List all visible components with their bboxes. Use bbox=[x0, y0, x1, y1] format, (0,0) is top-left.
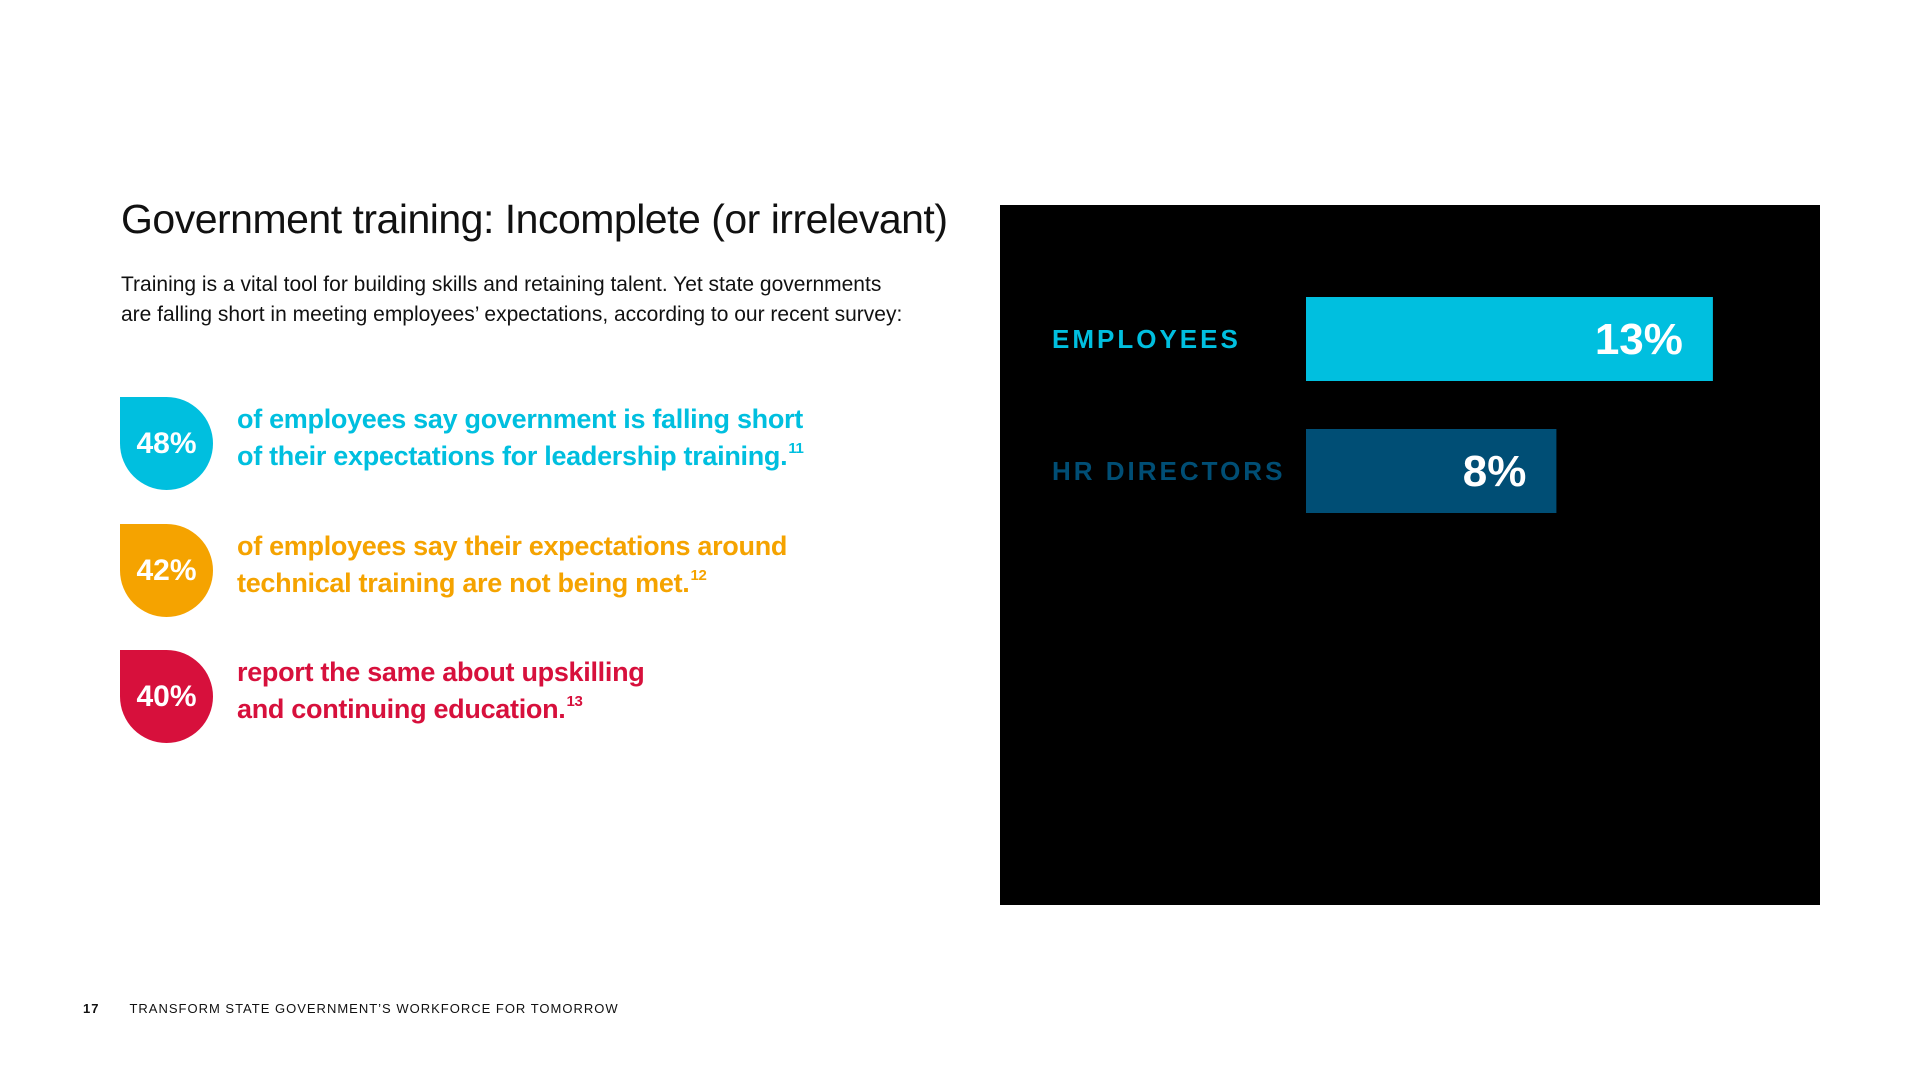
stat-badge: 42% bbox=[120, 524, 213, 617]
bar-label-employees: EMPLOYEES bbox=[1052, 324, 1241, 354]
footnote-ref: 11 bbox=[788, 440, 804, 457]
stat-line: report the same about upskilling bbox=[237, 657, 645, 687]
stat-description bbox=[237, 654, 644, 728]
page-footer bbox=[83, 1001, 619, 1016]
stat-description bbox=[237, 528, 787, 602]
stat-line-with-footnote bbox=[237, 438, 804, 475]
bar-chart bbox=[1000, 205, 1820, 905]
page-number: 17 bbox=[83, 1001, 100, 1016]
stat-description bbox=[237, 401, 804, 475]
page-title: Government training: Incomplete (or irrelevant) bbox=[121, 196, 948, 242]
footer-title: TRANSFORM STATE GOVERNMENT’S WORKFORCE FOR TOMORROW bbox=[129, 1001, 619, 1016]
bar-value-label-hr-directors: 8% bbox=[1462, 447, 1527, 496]
stat-line: of employees say government is falling short bbox=[237, 404, 803, 434]
stat-badge: 48% bbox=[120, 397, 213, 490]
stat-line: of employees say their expectations around bbox=[237, 531, 788, 561]
bar-value-label-employees: 13% bbox=[1594, 315, 1683, 364]
stat-line: and continuing education. bbox=[237, 694, 566, 724]
footnote-ref: 13 bbox=[566, 693, 583, 710]
stat-line-with-footnote bbox=[237, 565, 787, 602]
footnote-ref: 12 bbox=[690, 567, 707, 584]
stat-line: of their expectations for leadership training. bbox=[237, 441, 788, 471]
stat-line-with-footnote bbox=[237, 691, 644, 728]
stat-technical-training bbox=[120, 524, 787, 617]
stat-badge: 40% bbox=[120, 650, 213, 743]
intro-paragraph: Training is a vital tool for building skills and retaining talent. Yet state governments are falling short in meeting employees’ expectations, according to our recent survey: bbox=[121, 273, 903, 326]
stat-line: technical training are not being met. bbox=[237, 568, 690, 598]
stat-leadership-training bbox=[120, 397, 804, 490]
stat-upskilling bbox=[120, 650, 644, 743]
bar-chart-panel bbox=[1000, 205, 1820, 905]
bar-label-hr-directors: HR DIRECTORS bbox=[1052, 456, 1286, 486]
